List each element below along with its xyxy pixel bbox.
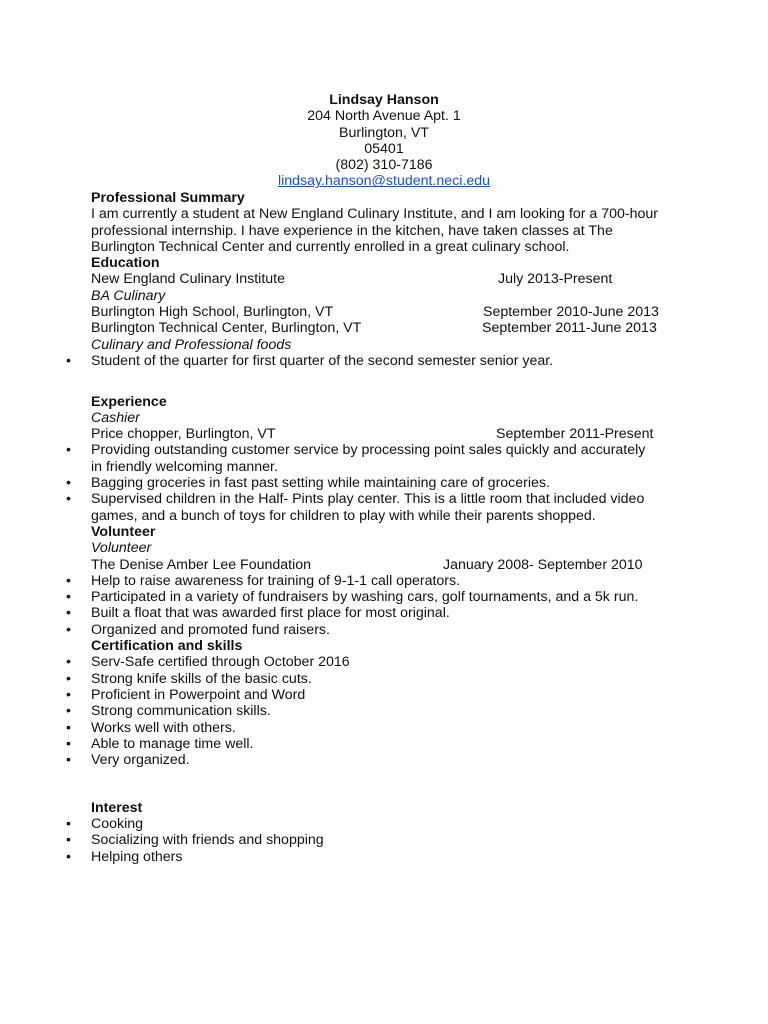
list-item: • Cooking [91, 816, 691, 832]
employer-name: Price chopper, Burlington, VT [91, 426, 276, 443]
applicant-name: Lindsay Hanson [329, 92, 439, 108]
education-row [91, 320, 691, 336]
program: Culinary and Professional foods [91, 336, 292, 353]
summary-heading: Professional Summary [91, 190, 245, 206]
education-row [91, 304, 691, 320]
address-line: 204 North Avenue Apt. 1 [307, 108, 461, 125]
list-item: • Student of the quarter for first quarter of the second semester senior year. [91, 353, 691, 369]
list-item: • Socializing with friends and shopping [91, 832, 691, 848]
phone-line: (802) 310-7186 [335, 157, 433, 174]
list-item: • Built a float that was awarded first place for most original. [91, 605, 691, 621]
resume-body [91, 190, 691, 865]
volunteer-title: Volunteer [91, 540, 152, 557]
list-item: • Serv-Safe certified through October 2016 [91, 654, 691, 670]
volunteer-row [91, 557, 691, 573]
volunteer-heading: Volunteer [91, 523, 156, 540]
employer-row [91, 426, 691, 442]
city-line: Burlington, VT [339, 124, 429, 141]
school-dates: July 2013-Present [498, 271, 613, 288]
job-title: Cashier [91, 409, 140, 426]
list-item: • Strong communication skills. [91, 703, 691, 719]
list-item: • Organized and promoted fund raisers. [91, 622, 691, 638]
zip-line: 05401 [364, 140, 404, 157]
experience-heading: Experience [91, 393, 167, 410]
list-item: • Very organized. [91, 752, 691, 768]
list-item: • Helping others [91, 849, 691, 865]
school-name: Burlington Technical Center, Burlington, VT [91, 320, 362, 337]
summary-text: I am currently a student at New England Culinary Institute, and I am looking for a 700-hour professional internship. I have experience in the kitchen, have taken classes at The Burlington Technical Center and currently enrolled in a great culinary school. [91, 206, 659, 255]
degree: BA Culinary [91, 287, 166, 304]
skills-heading: Certification and skills [91, 638, 243, 655]
list-item: • Able to manage time well. [91, 736, 691, 752]
education-heading: Education [91, 255, 160, 272]
employment-dates: September 2011-Present [496, 426, 654, 443]
school-dates: September 2011-June 2013 [482, 320, 657, 337]
email-link[interactable]: lindsay.hanson@student.neci.edu [277, 173, 491, 190]
list-item: • Supervised children in the Half- Pints play center. This is a little room that included video games, and a bunch of toys for children to play with while their parents shopped. [91, 491, 646, 524]
list-item: • Proficient in Powerpoint and Word [91, 687, 691, 703]
school-name: Burlington High School, Burlington, VT [91, 304, 334, 321]
volunteer-dates: January 2008- September 2010 [443, 556, 643, 573]
school-dates: September 2010-June 2013 [483, 304, 659, 321]
organization-name: The Denise Amber Lee Foundation [91, 556, 312, 573]
education-row [91, 271, 691, 287]
list-item: • Strong knife skills of the basic cuts. [91, 671, 691, 687]
interest-heading: Interest [91, 799, 143, 816]
list-item: • Providing outstanding customer service by processing point sales quickly and accurately in friendly welcoming manner. [91, 442, 656, 475]
school-name: New England Culinary Institute [91, 271, 285, 288]
list-item: • Help to raise awareness for training of 9-1-1 call operators. [91, 573, 691, 589]
list-item: • Bagging groceries in fast past setting while maintaining care of groceries. [91, 475, 691, 491]
contact-header [0, 92, 768, 190]
list-item: • Works well with others. [91, 720, 691, 736]
list-item: • Participated in a variety of fundraisers by washing cars, golf tournaments, and a 5k run. [91, 589, 691, 605]
